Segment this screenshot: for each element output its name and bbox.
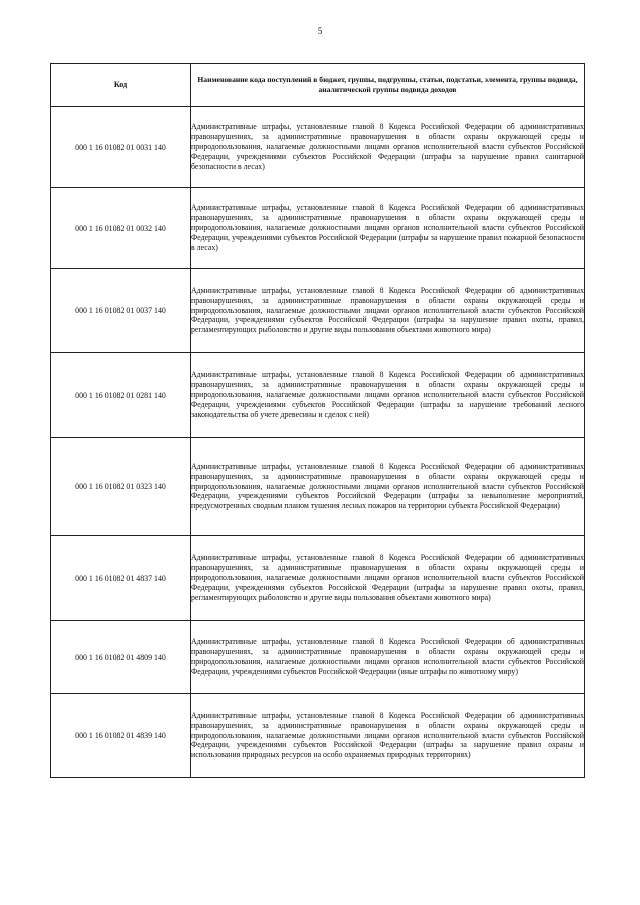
row-description: Административные штрафы, установленные главой 8 Кодекса Российской Федерации об административных правонарушениях, за административные правонарушения в области охраны окружающей среды и природопользования, налагаемые должностными лицами органов исполнительной власти субъектов Российской Федерации, учреждениями субъектов Российской Федерации (штрафы за нарушение правил санитарной безопасности в лесах) (191, 107, 585, 188)
row-description: Административные штрафы, установленные главой 8 Кодекса Российской Федерации об административных правонарушениях, за административные правонарушения в области охраны окружающей среды и природопользования, налагаемые должностными лицами органов исполнительной власти субъектов Российской Федерации, учреждениями субъектов Российской Федерации (штрафы за нарушение правил охоты, правил, регламентирующих рыболовство и другие виды пользования объектами животного мира) (191, 269, 585, 353)
row-description: Административные штрафы, установленные главой 8 Кодекса Российской Федерации об административных правонарушениях, за административные правонарушения в области охраны окружающей среды и природопользования, налагаемые должностными лицами органов исполнительной власти субъектов Российской Федерации, учреждениями субъектов Российской Федерации (штрафы за нарушение правил охраны и использования природных ресурсов на особо охраняемых природных территориях) (191, 694, 585, 778)
row-code: 000 1 16 01082 01 0281 140 (51, 353, 191, 438)
table-row (51, 438, 585, 536)
row-code: 000 1 16 01082 01 0037 140 (51, 269, 191, 353)
table-row (51, 694, 585, 778)
header-name: Наименование кода поступлений в бюджет, группы, подгруппы, статьи, подстатьи, элемента, группы подвида, аналитической группы подвида доходов (191, 64, 585, 107)
table-row (51, 107, 585, 188)
table-row (51, 188, 585, 269)
row-code: 000 1 16 01082 01 4837 140 (51, 536, 191, 621)
row-code: 000 1 16 01082 01 0031 140 (51, 107, 191, 188)
row-description: Административные штрафы, установленные главой 8 Кодекса Российской Федерации об административных правонарушениях, за административные правонарушения в области охраны окружающей среды и природопользования, налагаемые должностными лицами органов исполнительной власти субъектов Российской Федерации, учреждениями субъектов Российской Федерации (иные штрафы по животному миру) (191, 621, 585, 694)
row-code: 000 1 16 01082 01 0032 140 (51, 188, 191, 269)
revenue-codes-table (50, 63, 585, 778)
row-code: 000 1 16 01082 01 4809 140 (51, 621, 191, 694)
table-header-row (51, 64, 585, 107)
row-code: 000 1 16 01082 01 0323 140 (51, 438, 191, 536)
page-number: 5 (317, 26, 323, 36)
row-description: Административные штрафы, установленные главой 8 Кодекса Российской Федерации об административных правонарушениях, за административные правонарушения в области охраны окружающей среды и природопользования, налагаемые должностными лицами органов исполнительной власти субъектов Российской Федерации, учреждениями субъектов Российской Федерации (штрафы за нарушение правил охоты, правил, регламентирующих рыболовство и другие виды пользования объектами животного мира) (191, 536, 585, 621)
table-row (51, 353, 585, 438)
table-row (51, 536, 585, 621)
row-code: 000 1 16 01082 01 4839 140 (51, 694, 191, 778)
row-description: Административные штрафы, установленные главой 8 Кодекса Российской Федерации об административных правонарушениях, за административные правонарушения в области охраны окружающей среды и природопользования, налагаемые должностными лицами органов исполнительной власти субъектов Российской Федерации, учреждениями субъектов Российской Федерации (штрафы за невыполнение мероприятий, предусмотренных сводным планом тушения лесных пожаров на территории субъекта Российской Федерации) (191, 438, 585, 536)
table-row (51, 269, 585, 353)
table-row (51, 621, 585, 694)
row-description: Административные штрафы, установленные главой 8 Кодекса Российской Федерации об административных правонарушениях, за административные правонарушения в области охраны окружающей среды и природопользования, налагаемые должностными лицами органов исполнительной власти субъектов Российской Федерации, учреждениями субъектов Российской Федерации (штрафы за нарушение требований лесного законодательства об учете древесины и сделок с ней) (191, 353, 585, 438)
header-code: Код (51, 64, 191, 107)
row-description: Административные штрафы, установленные главой 8 Кодекса Российской Федерации об административных правонарушениях, за административные правонарушения в области охраны окружающей среды и природопользования, налагаемые должностными лицами органов исполнительной власти субъектов Российской Федерации, учреждениями субъектов Российской Федерации (штрафы за нарушение правил пожарной безопасности в лесах) (191, 188, 585, 269)
